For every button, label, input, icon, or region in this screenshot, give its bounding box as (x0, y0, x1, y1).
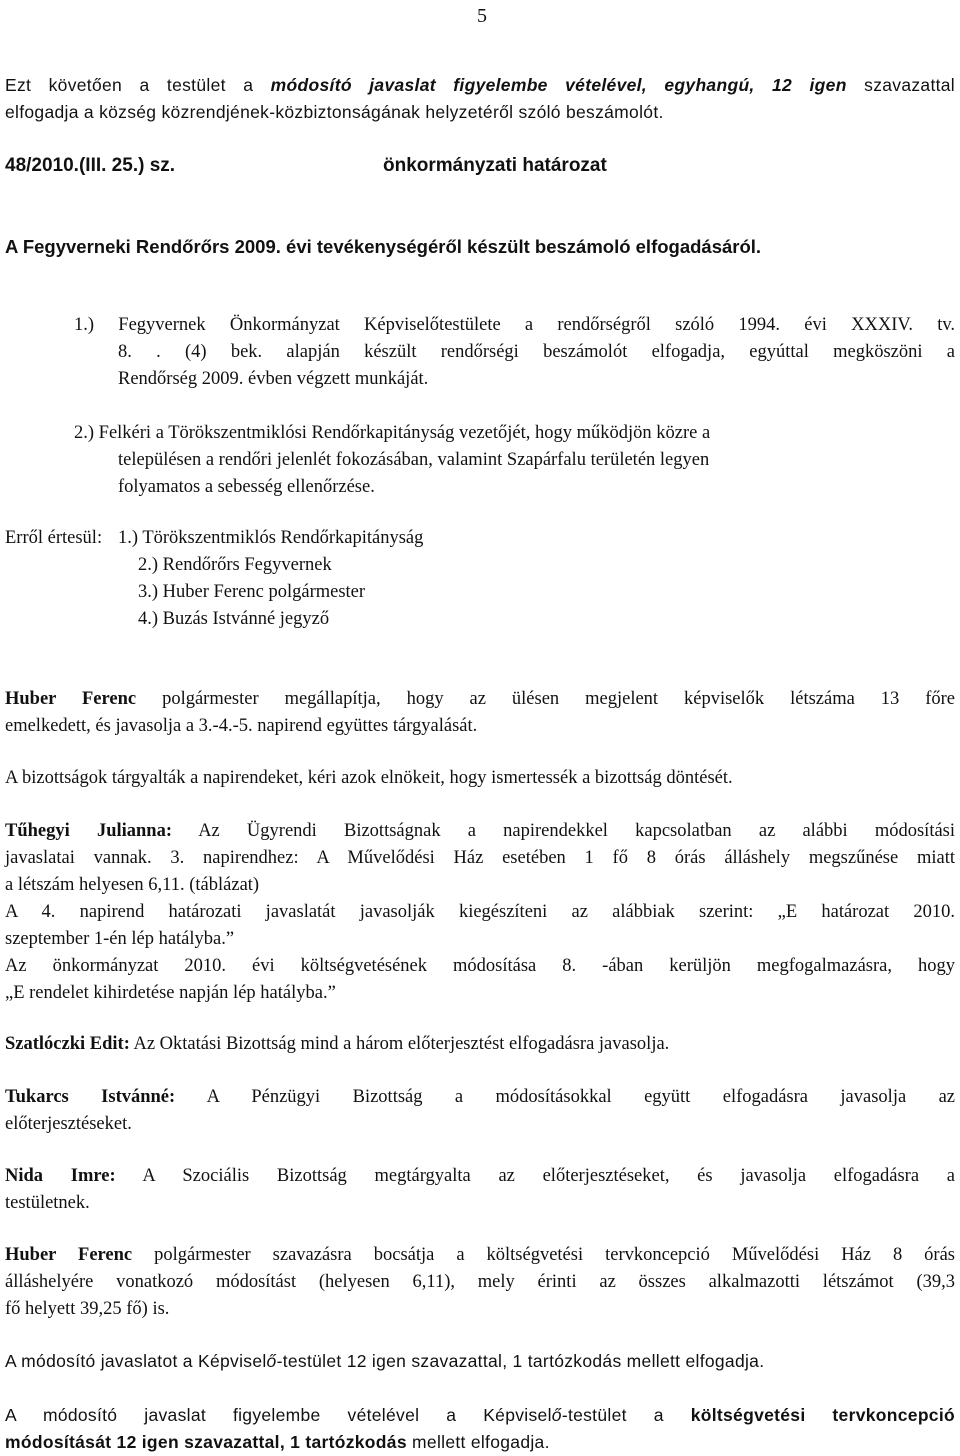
resolution-item-1 (74, 312, 955, 393)
item1-line-2: 8. . (4) bek. alapján készült rendőrségi beszámolót elfogadja, egyúttal megköszöni a (118, 342, 955, 362)
paragraph-vote-1: A módosító javaslatot a Képviselő-testület 12 igen szavazattal, 1 tartózkodás mellett elfogadja. (5, 1351, 765, 1371)
resolution-item-2 (74, 420, 955, 501)
recipients-block (5, 525, 424, 629)
paragraph-tukarcs: Tukarcs Istvánné: A Pénzügyi Bizottság a módosításokkal együtt elfogadásra javasolja az előterjesztéseket. (5, 1087, 956, 1134)
paragraph-vote-2: A módosító javaslat figyelembe vételével a Képviselő-testület a költségvetési tervkoncepció módosítását 12 igen szavazattal, 1 tartózkodás mellett elfogadja. (5, 1405, 955, 1452)
document-page (5, 0, 955, 1456)
item1-line-1: 1.) Fegyvernek Önkormányzat Képviselőtestülete a rendőrségről szóló 1994. évi XXXIV. tv. (74, 315, 956, 335)
resolution-number: 48/2010.(III. 25.) sz. (5, 155, 176, 176)
speaker-name: Szatlóczki Edit: (5, 1034, 130, 1054)
intro-line-2: elfogadja a község közrendjének-közbiztonságának helyzetéről szóló beszámolót. (5, 102, 664, 122)
intro-line-1: Ezt követően a testület a módosító javaslat figyelembe vételével, egyhangú, 12 igen szavazattal (5, 75, 955, 95)
paragraph-szatloczki: Szatlóczki Edit: Az Oktatási Bizottság mind a három előterjesztést elfogadásra javasolja. (5, 1034, 670, 1054)
paragraph-huber-1: Huber Ferenc polgármester megállapítja, hogy az ülésen megjelent képviselők létszáma 13 főre emelkedett, és javasolja a 3.-4.-5. napirend együttes tárgyalását. (5, 689, 955, 736)
recipient-2: 2.) Rendőrőrs Fegyvernek (138, 555, 332, 575)
speaker-name: Tukarcs Istvánné: (5, 1087, 176, 1107)
item2-line-2: településen a rendőri jelenlét fokozásában, valamint Szapárfalu területén legyen (118, 450, 710, 470)
resolution-title: A Fegyverneki Rendőrőrs 2009. évi tevékenységéről készült beszámoló elfogadásáról. (5, 236, 762, 257)
recipient-4: 4.) Buzás Istvánné jegyző (138, 609, 330, 629)
resolution-type: önkormányzati határozat (383, 155, 607, 176)
speaker-name: Nida Imre: (5, 1166, 116, 1186)
page-number: 5 (477, 5, 487, 27)
paragraph-committees: A bizottságok tárgyalták a napirendeket, kéri azok elnökeit, hogy ismertessék a bizottság döntését. (5, 768, 733, 788)
paragraph-nida: Nida Imre: A Szociális Bizottság megtárgyalta az előterjesztéseket, és javasolja elfogadásra a testületnek. (5, 1166, 955, 1213)
item2-line-3: folyamatos a sebesség ellenőrzése. (118, 477, 375, 497)
paragraph-tuhegyi: Tűhegyi Julianna: Az Ügyrendi Bizottságnak a napirendekkel kapcsolatban az alábbi módosítási javaslatai vannak. 3. napirendhez: A Művelődési Ház esetében 1 fő 8 órás álláshely megszűnése miatt a létszám helyesen 6,11. (táblázat) A 4. napirend határozati javaslatát javasolják kiegészíteni az alábbiak szerint: „E határozat 2010. szeptember 1-én lép hatályba.” Az önkormányzat 2010. évi költségvetésének módosítása 8. -ában kerüljön megfogalmazásra, hogy „E rendelet kihirdetése napján lép hatályba.” (5, 821, 956, 1003)
intro-paragraph (5, 72, 955, 126)
speaker-name: Tűhegyi Julianna: (5, 821, 173, 841)
speaker-name: Huber Ferenc (5, 689, 137, 709)
item1-line-3: Rendőrség 2009. évben végzett munkáját. (118, 369, 429, 389)
item2-line-1: 2.) Felkéri a Törökszentmiklósi Rendőrkapitányság vezetőjét, hogy működjön közre a (74, 423, 711, 443)
paragraph-huber-2: Huber Ferenc polgármester szavazásra bocsátja a költségvetési tervkoncepció Művelődési Ház 8 órás álláshelyére vonatkozó módosítást (helyesen 6,11), mely érinti az összes alkalmazotti létszámot (39,3 fő helyett 39,25 fő) is. (5, 1245, 956, 1319)
recipient-3: 3.) Huber Ferenc polgármester (138, 582, 366, 602)
recipient-1: 1.) Törökszentmiklós Rendőrkapitányság (118, 528, 424, 548)
notify-label: Erről értesül: (5, 528, 103, 548)
speaker-name: Huber Ferenc (5, 1245, 133, 1265)
